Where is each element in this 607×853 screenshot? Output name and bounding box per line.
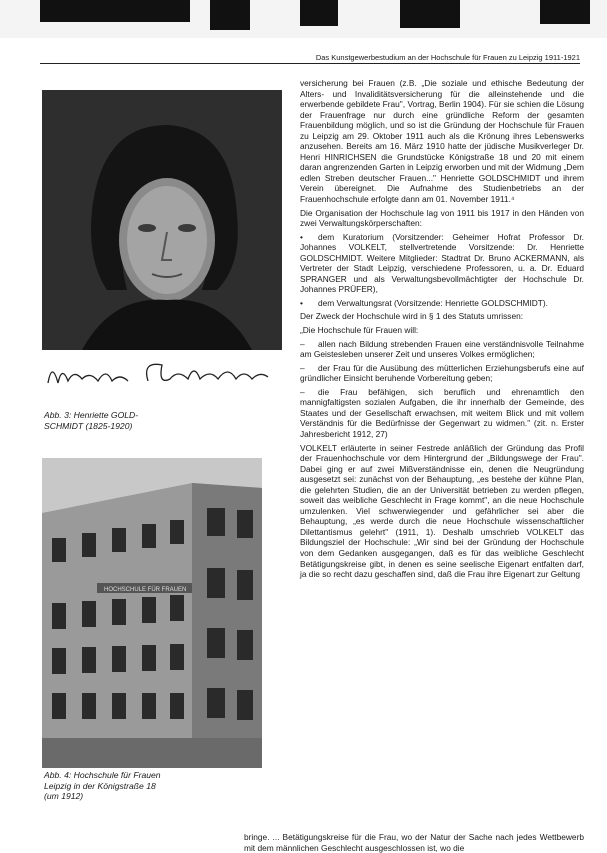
paragraph: VOLKELT erläuterte in seiner Festrede anläßlich der Gründung das Profil der Frauenhochschule vor dem Hintergrund der „Bildungswege der Frau". Dabei ging er auf zwei Mißverständnisse ein, denen die Neugründung ausgesetzt sei: zunächst von der Behauptung, „es bestehe der kühne Plan, die gelehrten Studien, die an der Universität betrieben zu werden pflegen, soweit das weibliche Geschlecht in Frage kommt", an die neue Hochschule umzulenken. Viel schwerwiegender und gefährlicher sei aber die Behauptung, „es werde durch die neue Hochschule wissenschaftlicher Dilettantismus gelehrt" (1911, 1). Deshalb umschrieb VOLKELT das Bildungsziel der Hochschule: „Wir sind bei der Gründung der Hochschule von dem Gedanken ausgegangen, daß es für das weibliche Geschlecht Betätigungskreise gibt, in denen es seine seelische Eigenart entfalten darf, ja die so recht dazu geschaffen sind, daß die Frau ihre Eigenart zur Geltung bbox=[300, 442, 584, 580]
dash-item bbox=[300, 387, 584, 440]
bullet-icon: • bbox=[300, 297, 303, 308]
paragraph-continuation: bringe. ... Betätigungskreise für die Frau, wo der Natur der Sache nach jedes Wettbewerb mit dem männlichen Geschlecht ausgeschlossen ist, wo die bbox=[244, 832, 584, 853]
figure-3-caption bbox=[44, 410, 164, 431]
paragraph: „Die Hochschule für Frauen will: bbox=[300, 325, 419, 336]
bullet-text: dem Kuratorium (Vorsitzender: Geheimer Hofrat Professor Dr. Johannes VOLKELT, stellvertretende Vorsitzende: Dr. Henriette GOLDSCHMIDT. Weitere Mitglieder: Stadtrat Dr. Bruno ACKERMANN, als Vertreter der Stadt Leipzig, verschiedene Professoren, u. a. Dr. Eduard SPRANGER und als Verwaltungsbevollmächtigter der Hochschule Dr. Johannes PRÜFER), bbox=[300, 231, 584, 295]
dash-item bbox=[300, 339, 584, 360]
bullet-item bbox=[300, 298, 584, 309]
paragraph: Die Organisation der Hochschule lag von 1911 bis 1917 in den Händen von zwei Verwaltungskörperschaften: bbox=[300, 207, 584, 229]
portrait-photo bbox=[42, 90, 282, 350]
bullet-text: dem Verwaltungsrat (Vorsitzende: Henriette GOLDSCHMIDT). bbox=[318, 297, 548, 308]
running-header: Das Kunstgewerbestudium an der Hochschule für Frauen zu Leipzig 1911-1921 bbox=[315, 53, 580, 62]
figure-4-caption bbox=[44, 770, 194, 802]
scan-dark-band bbox=[300, 0, 338, 26]
header-rule bbox=[40, 63, 580, 64]
bullet-item bbox=[300, 232, 584, 295]
dash-text: der Frau für die Ausübung des mütterlichen Erziehungsberufs eine auf gründlicher Einsicht beruhende Vorbereitung geben; bbox=[300, 362, 584, 384]
dash-icon: – bbox=[300, 386, 305, 397]
scan-top-edge bbox=[0, 0, 607, 38]
scan-dark-band bbox=[540, 0, 590, 24]
body-text-column bbox=[300, 78, 584, 583]
dash-icon: – bbox=[300, 338, 305, 349]
dash-text: die Frau befähigen, sich beruflich und ehrenamtlich den mannigfaltigsten sozialen Aufgaben, die ihr innerhalb der Gemeinde, des Staates und der Gesellschaft erwachsen, mit weitem Blick und mit vollem Verständnis für die Bedürfnisse der Gegenwart zu widmen." (zit. n. Erster Jahresbericht 1912, 27) bbox=[300, 386, 584, 439]
caption-line: Abb. 3: Henriette GOLD- bbox=[44, 410, 139, 420]
building-sign: HOCHSCHULE FÜR FRAUEN bbox=[104, 587, 187, 593]
dash-icon: – bbox=[300, 362, 305, 373]
bullet-icon: • bbox=[300, 231, 303, 242]
building-photo bbox=[42, 458, 262, 768]
paragraph: Der Zweck der Hochschule wird in § 1 des Statuts umrissen: bbox=[300, 311, 524, 322]
signature bbox=[38, 355, 288, 395]
paragraph: versicherung bei Frauen (z.B. „Die soziale und ethische Bedeutung der Alters- und Invaliditätsversicherung für die alleinstehende und die erwerbende gebildete Frau", Vortrag, Berlin 1904). Für sie schien die Lösung der Frauenfrage nur durch eine gründliche Reform der gesamten Frauenbildung möglich, und so ist die Gründung der Hochschule für Frauen zu Leipzig am 29. Oktober 1911 auch als die Krönung ihres Lebenswerks anzusehen. Bereits am 16. März 1910 hatte der jüdische Musikverleger Dr. Henri HINRICHSEN die Grundstücke Königstraße 18 und 20 mit einem daran angrenzenden Garten in Leipzig erworben und mit der Widmung „Dem edlen Streben deutscher Frauen..." Henriette GOLDSCHMIDT und ihrem Verein übereignet. Die Aufnahme des Studienbetriebs an der Frauenhochschule erfolgte dann am 01. November 1911.⁴ bbox=[300, 78, 584, 205]
caption-line: SCHMIDT (1825-1920) bbox=[44, 420, 133, 431]
scan-dark-band bbox=[40, 0, 190, 22]
scan-dark-band bbox=[210, 0, 250, 30]
scan-dark-band bbox=[400, 0, 460, 28]
caption-line: Leipzig in der Königstraße 18 bbox=[44, 780, 156, 791]
dash-item bbox=[300, 363, 584, 384]
caption-line: Abb. 4: Hochschule für Frauen bbox=[44, 770, 161, 780]
caption-line: (um 1912) bbox=[44, 791, 84, 801]
dash-text: allen nach Bildung strebenden Frauen eine verständnisvolle Teilnahme am Geistesleben unserer Zeit und unseres Volkes ermöglichen; bbox=[300, 338, 584, 360]
